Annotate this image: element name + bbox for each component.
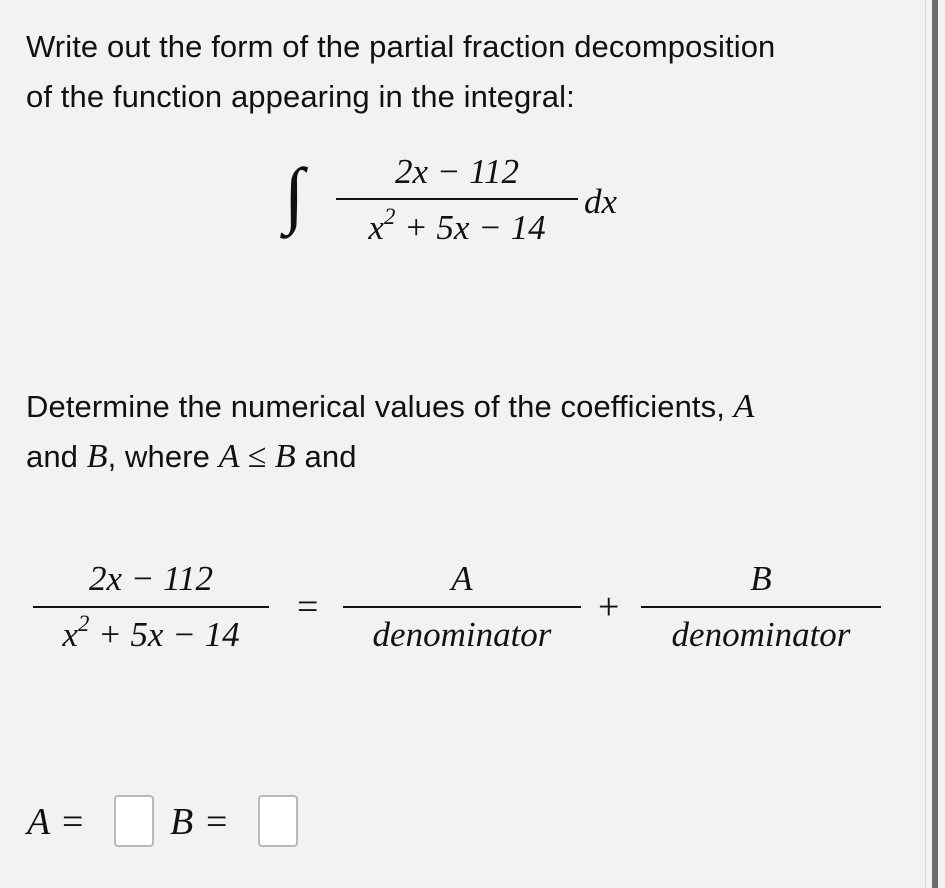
term-a-fraction (343, 557, 581, 657)
equals-sign: = (297, 586, 319, 628)
integral-sign: ∫ (284, 154, 305, 236)
instruction-text (26, 382, 755, 482)
term-a-fraction-bar (343, 606, 581, 608)
problem-line-2: of the function appearing in the integral: (26, 79, 575, 114)
problem-line-1: Write out the form of the partial fraction decomposition (26, 29, 776, 64)
instruction-line-2: and B, where A ≤ B and (26, 438, 357, 475)
term-b-fraction-bar (641, 606, 881, 608)
integral-denominator: $x^2 + 5x - 14$ (368, 204, 546, 247)
instruction-line-1: Determine the numerical values of the coefficients, A (26, 388, 755, 425)
integral-fraction-bar (336, 198, 578, 200)
integral-numerator: 2x − 112 (394, 152, 520, 191)
answer-b-equals: = (206, 801, 228, 843)
lhs-fraction-bar (33, 606, 269, 608)
answer-b-label: B (170, 801, 194, 843)
integral-dx: dx (584, 182, 618, 221)
term-a-numerator: A (451, 559, 473, 598)
scrollbar-thumb[interactable] (932, 0, 938, 888)
answer-a-input[interactable] (114, 795, 154, 847)
integral-fraction (336, 150, 578, 250)
lhs-numerator: 2x − 112 (88, 559, 214, 598)
term-b-fraction (641, 557, 881, 657)
term-b-numerator: B (750, 559, 772, 598)
term-b-denominator: denominator (671, 615, 851, 654)
answer-b-input[interactable] (258, 795, 298, 847)
plus-sign: + (598, 586, 620, 628)
term-a-denominator: denominator (372, 615, 552, 654)
answer-a-equals: = (62, 801, 84, 843)
answer-a-label: A (27, 801, 51, 843)
problem-text (26, 22, 775, 122)
lhs-denominator: $x^2 + 5x - 14$ (62, 611, 240, 654)
lhs-fraction (33, 557, 269, 657)
